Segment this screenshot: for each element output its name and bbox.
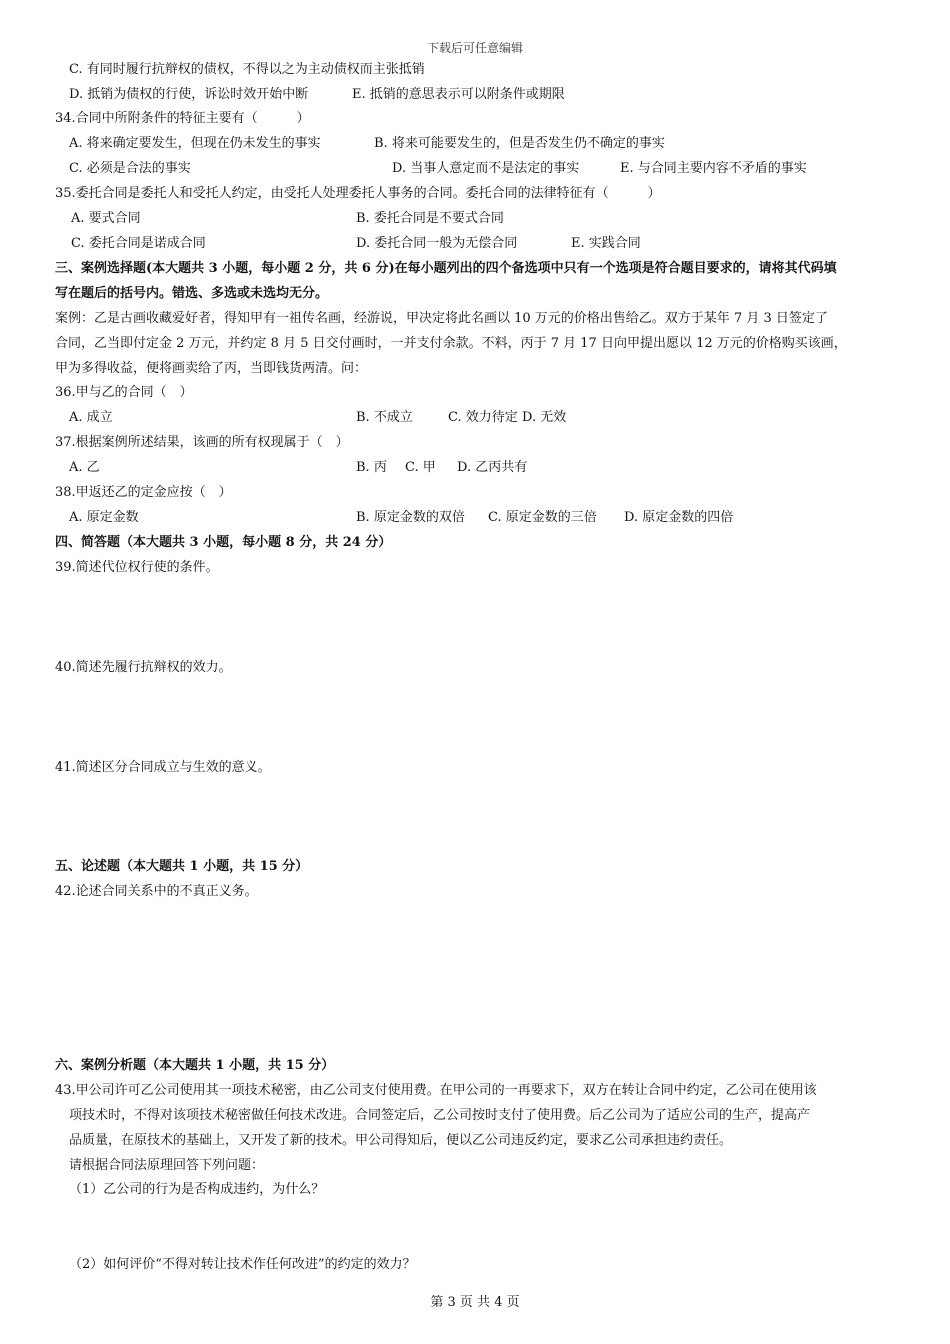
q33-option-c: C. 有同时履行抗辩权的债权，不得以之为主动债权而主张抵销 <box>69 62 425 77</box>
q36-option-b: B. 不成立 <box>356 410 413 425</box>
q41-stem: 41.简述区分合同成立与生效的意义。 <box>55 760 271 775</box>
q34-option-c: C. 必须是合法的事实 <box>69 161 191 176</box>
q43-subquestion-1: （1）乙公司的行为是否构成违约，为什么？ <box>69 1182 325 1197</box>
case-text-line2: 合同，乙当即付定金 2 万元，并约定 8 月 5 日交付画时，一并支付余款。不料，丙于 7 月 17 日向甲提出愿以 12 万元的价格购买该画， <box>55 336 847 351</box>
q33-option-e: E. 抵销的意思表示可以附条件或期限 <box>352 87 565 102</box>
q34-option-e: E. 与合同主要内容不矛盾的事实 <box>620 161 807 176</box>
q43-text-line1: 43.甲公司许可乙公司使用其一项技术秘密，由乙公司支付使用费。在甲公司的一再要求下，双方在转让合同中约定，乙公司在使用该 <box>55 1083 817 1098</box>
case-text-line3: 甲为多得收益，便将画卖给了丙，当即钱货两清。问： <box>55 361 368 376</box>
q43-prompt: 请根据合同法原理回答下列问题： <box>69 1158 265 1173</box>
q36-option-a: A. 成立 <box>69 410 113 425</box>
q38-option-b: B. 原定金数的双倍 <box>356 510 465 525</box>
q38-stem: 38.甲返还乙的定金应按（ ） <box>55 485 232 500</box>
q36-stem: 36.甲与乙的合同（ ） <box>55 385 193 400</box>
section3-title-line1: 三、案例选择题(本大题共 3 小题，每小题 2 分，共 6 分)在每小题列出的四个备选项中只有一个选项是符合题目要求的，请将其代码填 <box>55 261 837 276</box>
q38-option-a: A. 原定金数 <box>69 510 139 525</box>
page-header: 下载后可任意编辑 <box>426 41 523 55</box>
q43-subquestion-2: （2）如何评价“不得对转让技术作任何改进”的约定的效力？ <box>69 1257 416 1272</box>
q37-stem: 37.根据案例所述结果，该画的所有权现属于（ ） <box>55 435 349 450</box>
q38-option-d: D. 原定金数的四倍 <box>624 510 734 525</box>
section5-title: 五、论述题（本大题共 1 小题，共 15 分） <box>55 859 309 874</box>
case-text-line1: 案例：乙是古画收藏爱好者，得知甲有一祖传名画，经游说，甲决定将此名画以 10 万元的价格出售给乙。双方于某年 7 月 3 日签定了 <box>55 311 828 326</box>
q35-option-e: E. 实践合同 <box>571 236 641 251</box>
q35-stem: 35.委托合同是委托人和受托人约定，由受托人处理委托人事务的合同。委托合同的法律特征有（ ） <box>55 186 661 201</box>
q35-option-c: C. 委托合同是诺成合同 <box>71 236 206 251</box>
q37-option-a: A. 乙 <box>69 460 100 475</box>
q39-stem: 39.简述代位权行使的条件。 <box>55 560 219 575</box>
q33-option-d: D. 抵销为债权的行使，诉讼时效开始中断 <box>69 87 309 102</box>
section3-title-line2: 写在题后的括号内。错选、多选或未选均无分。 <box>55 286 329 301</box>
q40-stem: 40.简述先履行抗辩权的效力。 <box>55 660 232 675</box>
section6-title: 六、案例分析题（本大题共 1 小题，共 15 分） <box>55 1058 335 1073</box>
q35-option-d: D. 委托合同一般为无偿合同 <box>356 236 518 251</box>
q43-text-line2: 项技术时，不得对该项技术秘密做任何技术改进。合同签定后，乙公司按时支付了使用费。后乙公司为了适应公司的生产，提高产 <box>69 1108 811 1123</box>
q36-option-d: D. 无效 <box>522 410 567 425</box>
q34-option-d: D. 当事人意定而不是法定的事实 <box>392 161 580 176</box>
q34-option-a: A. 将来确定要发生，但现在仍未发生的事实 <box>69 136 321 151</box>
q38-option-c: C. 原定金数的三倍 <box>488 510 597 525</box>
page-footer: 第 3 页 共 4 页 <box>430 1295 520 1310</box>
q34-option-b: B. 将来可能要发生的，但是否发生仍不确定的事实 <box>374 136 665 151</box>
section4-title: 四、简答题（本大题共 3 小题，每小题 8 分，共 24 分） <box>55 535 392 550</box>
q35-option-b: B. 委托合同是不要式合同 <box>356 211 504 226</box>
q34-stem: 34.合同中所附条件的特征主要有（ ） <box>55 111 310 126</box>
q37-option-c: C. 甲 <box>405 460 436 475</box>
q37-option-d: D. 乙丙共有 <box>457 460 528 475</box>
q42-stem: 42.论述合同关系中的不真正义务。 <box>55 884 258 899</box>
q43-text-line3: 品质量，在原技术的基础上，又开发了新的技术。甲公司得知后，便以乙公司违反约定，要求乙公司承担违约责任。 <box>69 1133 733 1148</box>
q36-option-c: C. 效力待定 <box>448 410 518 425</box>
q35-option-a: A. 要式合同 <box>71 211 141 226</box>
q37-option-b: B. 丙 <box>356 460 387 475</box>
